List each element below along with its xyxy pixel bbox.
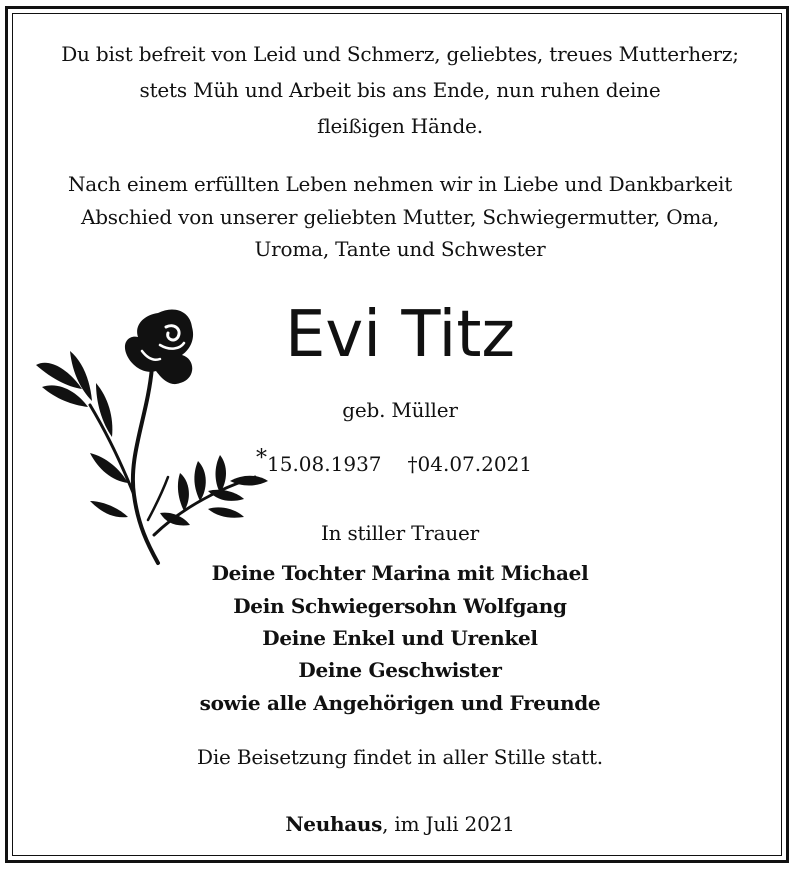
intro-line-2: Abschied von unserer geliebten Mutter, Schwiegermutter, Oma, xyxy=(80,205,720,229)
funeral-note: Die Beisetzung findet in aller Stille statt. xyxy=(197,745,603,769)
mourner-line-1: Deine Tochter Marina mit Michael xyxy=(211,561,589,585)
closing-place: Neuhaus xyxy=(285,812,383,836)
closing-date: , im Juli 2021 xyxy=(382,812,515,836)
mourning-label: In stiller Trauer xyxy=(320,521,480,545)
intro-line-1: Nach einem erfüllten Leben nehmen wir in Liebe und Dankbarkeit xyxy=(67,172,733,196)
mourner-line-5: sowie alle Angehörigen und Freunde xyxy=(199,691,601,715)
closing-line xyxy=(0,810,800,838)
poem-line-2: stets Müh und Arbeit bis ans Ende, nun ruhen deine xyxy=(139,78,661,102)
poem-line-1: Du bist befreit von Leid und Schmerz, geliebtes, treues Mutterherz; xyxy=(61,42,739,66)
birth-name: geb. Müller xyxy=(342,398,458,422)
birth-date: 15.08.1937 xyxy=(267,452,382,476)
mourner-line-4: Deine Geschwister xyxy=(298,658,502,682)
mourner-line-2: Dein Schwiegersohn Wolfgang xyxy=(233,594,567,618)
life-dates xyxy=(256,446,556,480)
death-date: 04.07.2021 xyxy=(417,452,533,476)
deceased-name: Evi Titz xyxy=(284,298,516,372)
mourner-line-3: Deine Enkel und Urenkel xyxy=(262,626,538,650)
death-symbol: † xyxy=(407,452,418,476)
intro-line-3: Uroma, Tante und Schwester xyxy=(254,237,546,261)
birth-symbol: * xyxy=(256,446,267,471)
poem-line-3: fleißigen Hände. xyxy=(317,114,483,138)
